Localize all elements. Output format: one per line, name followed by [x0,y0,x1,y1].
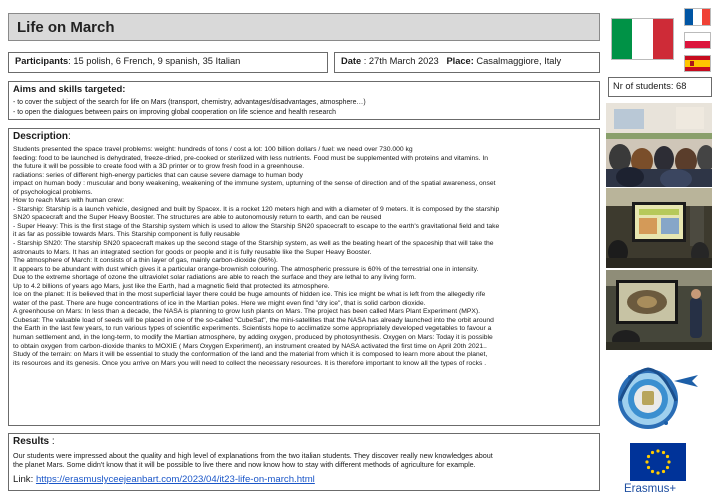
description-line: - Starship: Starship is a launch vehicle, designed and built by Spacex. It is a rocket 120 meters high and with a diameter of 9 meters. It is composed by the starship [13,205,500,213]
photo-presentation [606,188,712,268]
link-label: Link: [13,474,36,485]
description-line: Students presented the space travel problems: weight: hundreds of tons / cost a lot: 100 billion dollars / fuel: we need over 730.000 kg [13,146,413,153]
results-line: Our students were impressed about the quality and high level of explanations from the two italian students. They discover really new knowledges about [13,451,493,460]
description-text [13,146,595,368]
description-heading [13,131,71,142]
description-line: Cubesat: The valuable load of seeds will be placed in one of the so-called "CubeSat", the mini-satellites that the NASA has already launched into the orbit around [13,316,494,324]
results-line: the planet Mars. Some didn't know that it will be possible to live there and now know how to stay with different methods of agriculture for example. [13,460,476,470]
description-line: Up to 4.2 billions of years ago Mars, just like the Earth, had a magnetic field that protected its atmosphere. [13,282,330,290]
eu-flag-icon [630,443,686,481]
date-place-line [341,56,561,66]
date-place-box [334,52,600,73]
description-heading-label: Description [13,131,69,142]
place-label: Place: [446,56,474,66]
students-count-box [608,77,712,97]
flag-poland-icon [684,32,711,49]
link-url[interactable]: https://erasmuslyceejeanbart.com/2023/04/it23-life-on-march.html [35,474,315,485]
description-line: The atmosphere of March: It consists of a thin layer of gas, mainly carbon-dioxide (96%). [13,257,278,265]
results-heading-colon: : [49,436,55,447]
participants-box [8,52,328,73]
aims-heading: Aims and skills targeted: [13,84,126,95]
description-line: the Earth in the last few years, to run various types of scientific experiments. Scientists hope to acclimatize some appropriately developed vegetables to favour a [13,325,492,333]
page-title: Life on March [17,19,115,36]
description-line: Study of the terrain: on Mars it will be essential to study the conformation of the land and the material from which it is composed to learn more about the planet, [13,351,488,359]
description-line: of psychological problems. [13,188,93,196]
results-heading-label: Results [13,436,50,447]
participants-value: : 15 polish, 6 French, 9 spanish, 35 Italian [68,56,241,66]
description-line: water of the past. There are huge concentrations of ice in the Martian poles. Here we might even find "dry ice", that is solid carbon dioxide. [13,299,426,307]
description-box [8,128,600,426]
participants-label: Participants [15,56,69,66]
date-label: Date [341,56,362,66]
place-value: Casalmaggiore, Italy [473,56,562,66]
aims-line: - to open the dialogues between pairs on improving global cooperation on life science and health research [13,109,336,116]
photo-classroom [606,103,712,187]
description-line: feeding: food to be launched is dehydrated, freeze-dried, pre-cooked or sterilized with less nutrients. Food must be supplemented with proteins and vitamins. In [13,154,489,162]
flag-spain-icon [684,55,711,72]
link-line [13,474,315,485]
results-heading [13,436,55,447]
description-line: How to reach Mars with human crew: [13,197,125,205]
title-box [8,13,600,41]
aims-line: - to cover the subject of the search for life on Mars (transport, chemistry, advantages/disadvantages, atmosphere…) [13,99,366,106]
description-line: human settlement and, in the long-term, to modify the Martian atmosphere, by adding oxygen, produced by photosynthesis. Oxygen on Mars: Today it is possible [13,334,493,342]
project-logo-icon [612,361,702,433]
description-heading-colon: : [68,131,71,142]
description-line: - Starship SN20: The starship SN20 spacecraft makes up the second stage of the Starship system, as well as the beating heart of the spaceship that will take the [13,240,494,248]
description-line: A greenhouse on Mars: In less than a decade, the NASA is planning to grow lush plants on Mars. The project has been called Mars Plant Experiment (MPX). [13,308,481,316]
description-line: its resources and its genesis. Once you arrive on Mars you will need to collect the necessary resources. It is therefore important to know all the types of rocks . [13,359,487,367]
date-value: : 27th March 2023 [361,56,447,66]
description-line: Ice on the planet: It is believed that in the most superficial layer there could be huge amounts of hidden ice. This ice might be what is left from the allegedly rife [13,291,486,299]
description-line: Due to the extreme shortage of ozone the ultraviolet solar radiations are able to reach the surface and they are lethal to any living form. [13,274,416,282]
erasmus-label: Erasmus+ [624,483,677,495]
flag-italy-icon [611,18,674,60]
description-line: SN20 spacecraft and the Super Heavy Booster. The structures are able to autonomously return to earth, and can be reused [13,214,382,222]
photo-students [606,270,712,350]
description-line: the future it will be possible to create food with a 3D printer or to grow fresh food in a greenhouse. [13,163,305,171]
description-line: radiations: series of different high-energy particles that can cause severe damage to human body [13,171,303,179]
description-line: impact on human body : muscular and bony weakening, weakening of the immune system, upturning of the sense of direction and of the spatial awareness, onset [13,180,496,188]
results-box [8,433,600,491]
description-line: astronauts to Mars. It has an integrated section for goods or people and it is fully reusable like the Super Heavy Booster. [13,248,372,256]
students-count: Nr of students: 68 [613,81,687,91]
description-line: to obtain oxygen from carbon-dioxide thanks to MOXIE ( Mars Oxygen Experiment), an instrument created by NASA activated the first time on April 20th 2021.. [13,342,487,350]
participants-line [15,56,240,66]
description-line: - Super Heavy: This is the first stage of the Starship system which is used to allow the Starship SN20 spacecraft to escape to the earth's gravitational field and take [13,222,500,230]
description-line: it as far as possible towards Mars. This Starship component is fully reusable [13,231,240,239]
description-line: It appears to be abundant with dust which gives it a particular orange-brownish colouring. The atmospheric pressure is 60% of the terrestrial one in intensity. [13,265,479,273]
flag-france-icon [684,8,711,26]
aims-box [8,81,600,120]
results-text [13,451,493,470]
